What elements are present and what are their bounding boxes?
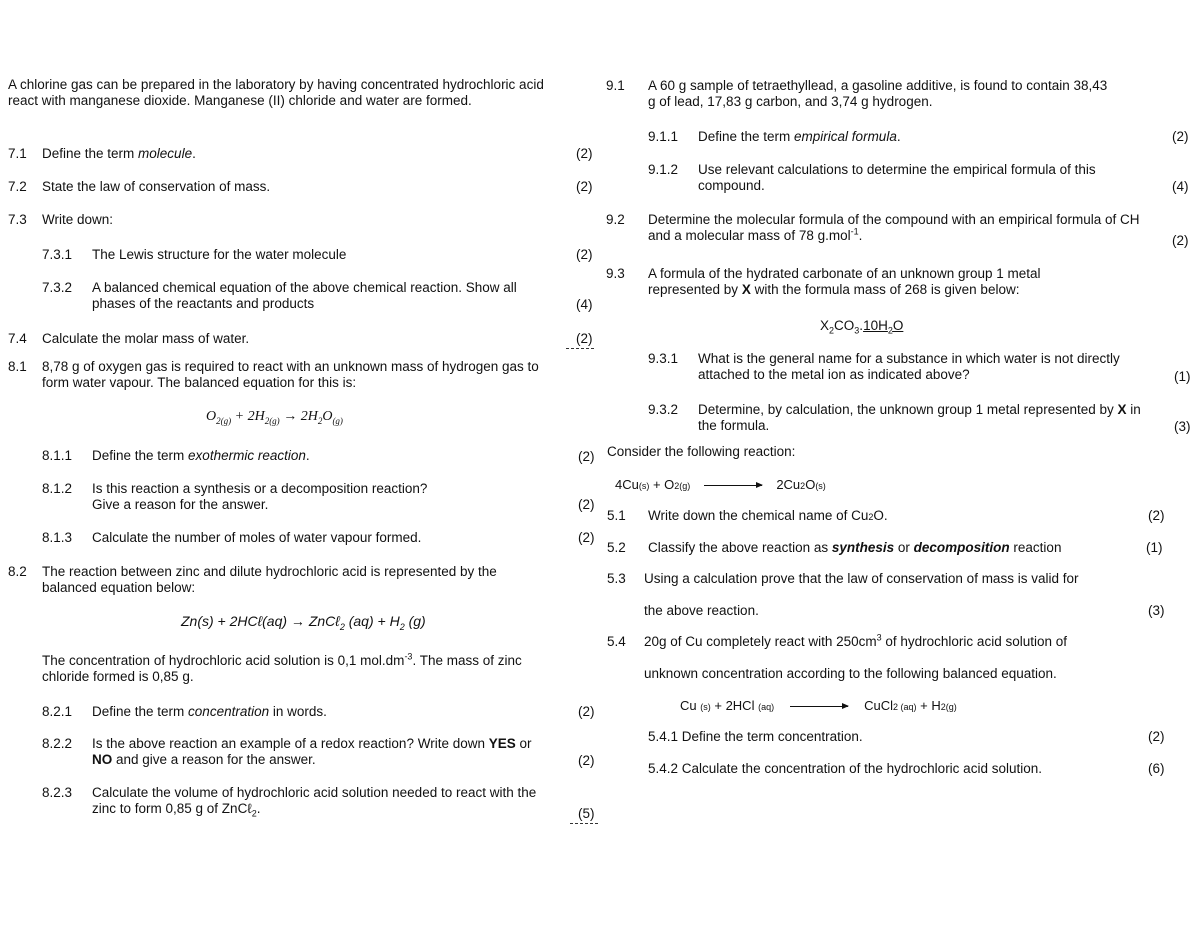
question-number: 8.1.3: [42, 530, 73, 545]
question-8-1-number: 8.1: [8, 359, 27, 374]
question-8-1-2-line2: Give a reason for the answer.: [92, 497, 269, 512]
question-9-2: Determine the molecular formula of the compound with an empirical formula of CH and a molecular mass of 78 g.mol$^{-1}$.: [648, 212, 1140, 243]
marks-9-2: (2): [1172, 233, 1189, 248]
question-number: 7.4: [8, 331, 27, 346]
question-number: 9.1.1: [648, 129, 679, 144]
question-number: 7.2: [8, 179, 27, 194]
marks-9-1-1: (2): [1172, 129, 1189, 144]
question-8-1-2-number: 8.1.2: [42, 481, 73, 496]
divider: [570, 823, 598, 824]
question-5-3: 5.3 Using a calculation prove that the law of conservation of mass is valid for: [607, 571, 1079, 586]
marks-5-2: (1): [1146, 540, 1163, 555]
marks-5-4-1: (2): [1148, 729, 1165, 744]
question-7-3-2: A balanced chemical equation of the above chemical reaction. Show all phases of the reactants and products: [92, 280, 517, 311]
question-7-4: 7.4 Calculate the molar mass of water.: [8, 331, 250, 346]
question-8-2-3-number: 8.2.3: [42, 785, 73, 800]
question-5-4-2: 5.4.2 Calculate the concentration of the hydrochloric acid solution.: [648, 761, 1042, 776]
question-number: 7.3: [8, 212, 27, 227]
marks-8-2-2: (2): [578, 753, 595, 768]
question-number: 8.1.1: [42, 448, 73, 463]
question-9-3-1-number: 9.3.1: [648, 351, 679, 366]
question-9-3: A formula of the hydrated carbonate of an unknown group 1 metal represented by X with the formula mass of 268 is given below:: [648, 266, 1041, 297]
copper-hcl-equation: Cu (s) + 2HCl (aq) CuCl2 (aq) + H2(g): [680, 698, 957, 713]
question-9-2-number: 9.2: [606, 212, 625, 227]
intro-paragraph: A chlorine gas can be prepared in the laboratory by having concentrated hydrochloric acid react with manganese dioxide. Manganese (II) chloride and water are formed.: [8, 77, 544, 108]
question-8-2-1: 8.2.1 Define the term concentration in words.: [42, 704, 327, 719]
marks-5-1: (2): [1148, 508, 1165, 523]
question-9-1-1: 9.1.1 Define the term empirical formula.: [648, 129, 901, 144]
question-8-2-3: Calculate the volume of hydrochloric acid solution needed to react with the zinc to form 0,85 g of ZnCℓ$_2$.: [92, 785, 537, 819]
question-9-1-2: Use relevant calculations to determine the empirical formula of this compound.: [698, 162, 1096, 193]
question-number: 5.4: [607, 634, 626, 649]
arrow-icon: [790, 706, 848, 707]
marks-9-3-2: (3): [1174, 419, 1191, 434]
question-9-1-number: 9.1: [606, 78, 625, 93]
question-5-4-1: 5.4.1 Define the term concentration.: [648, 729, 863, 744]
question-5-1: 5.1 Write down the chemical name of Cu2O.: [607, 508, 888, 523]
question-number: 5.3: [607, 571, 626, 586]
marks-7-4: (2): [576, 331, 593, 346]
marks-8-2-1: (2): [578, 704, 595, 719]
question-number: 5.2: [607, 540, 626, 555]
marks-8-2-3: (5): [578, 806, 595, 821]
question-9-3-2: Determine, by calculation, the unknown group 1 metal represented by X in the formula.: [698, 402, 1141, 433]
question-number: 7.3.1: [42, 247, 73, 262]
marks-7-3-1: (2): [576, 247, 593, 262]
question-9-3-number: 9.3: [606, 266, 625, 281]
marks-5-3: (3): [1148, 603, 1165, 618]
question-7-3-2-number: 7.3.2: [42, 280, 73, 295]
equation-zinc-hcl: Zn(s) + 2HCℓ(aq) → ZnCℓ$_2$ $(aq) + H_2$ (g): [181, 613, 426, 632]
question-5-4-line2: unknown concentration according to the following balanced equation.: [644, 666, 1057, 681]
hydrated-carbonate-formula: $X_2CO_3.10H_2O$: [820, 318, 904, 336]
question-7-2: 7.2 State the law of conservation of mass.: [8, 179, 271, 194]
question-7-1: 7.1 Define the term molecule.: [8, 146, 196, 161]
concentration-info: The concentration of hydrochloric acid solution is 0,1 $mol.dm^{-3}$. The mass of zinc chloride formed is 0,85 g.: [42, 651, 522, 684]
marks-8-1-3: (2): [578, 530, 595, 545]
marks-9-1-2: (4): [1172, 179, 1189, 194]
marks-7-2: (2): [576, 179, 593, 194]
marks-7-1: (2): [576, 146, 593, 161]
question-8-2: The reaction between zinc and dilute hydrochloric acid is represented by the balanced equation below:: [42, 564, 497, 595]
question-9-1: A 60 g sample of tetraethyllead, a gasoline additive, is found to contain 38,43 g of lead, 17,83 g carbon, and 3,74 g hydrogen.: [648, 78, 1108, 109]
question-7-3-1: 7.3.1 The Lewis structure for the water molecule: [42, 247, 347, 262]
question-5-3-line2: the above reaction.: [644, 603, 759, 618]
question-number: 5.1: [607, 508, 626, 523]
question-7-3: 7.3 Write down:: [8, 212, 114, 227]
reaction-intro: Consider the following reaction:: [607, 444, 796, 459]
question-5-4: 5.4 20g of Cu completely react with $250cm^3$ of hydrochloric acid solution of: [607, 632, 1067, 649]
marks-5-4-2: (6): [1148, 761, 1165, 776]
copper-oxide-equation: 4Cu(s) + O2(g) 2Cu2O(s): [615, 477, 826, 492]
question-8-2-2-number: 8.2.2: [42, 736, 73, 751]
equation-water-formation: $O_{2(g)} + 2H_{2(g)} \to 2H_2O_{(g)}$: [206, 409, 343, 426]
marks-8-1-2: (2): [578, 497, 595, 512]
arrow-icon: [704, 485, 762, 486]
question-8-1-3: 8.1.3 Calculate the number of moles of water vapour formed.: [42, 530, 422, 545]
question-number: 7.1: [8, 146, 27, 161]
marks-9-3-1: (1): [1174, 369, 1191, 384]
question-8-2-2: Is the above reaction an example of a redox reaction? Write down YES or NO and give a reason for the answer.: [92, 736, 532, 767]
marks-7-3-2: (4): [576, 297, 593, 312]
divider: [566, 348, 594, 349]
question-9-3-1: What is the general name for a substance in which water is not directly attached to the metal ion as indicated above?: [698, 351, 1120, 382]
question-8-1-2-line1: Is this reaction a synthesis or a decomposition reaction?: [92, 481, 428, 496]
question-8-2-number: 8.2: [8, 564, 27, 579]
marks-8-1-1: (2): [578, 449, 595, 464]
question-8-1: 8,78 g of oxygen gas is required to react with an unknown mass of hydrogen gas to form water vapour. The balanced equation for this is:: [42, 359, 539, 390]
question-number: 8.2.1: [42, 704, 73, 719]
question-8-1-1: 8.1.1 Define the term exothermic reaction.: [42, 448, 310, 463]
question-9-1-2-number: 9.1.2: [648, 162, 679, 177]
question-5-2: 5.2 Classify the above reaction as synthesis or decomposition reaction: [607, 540, 1062, 555]
question-9-3-2-number: 9.3.2: [648, 402, 679, 417]
